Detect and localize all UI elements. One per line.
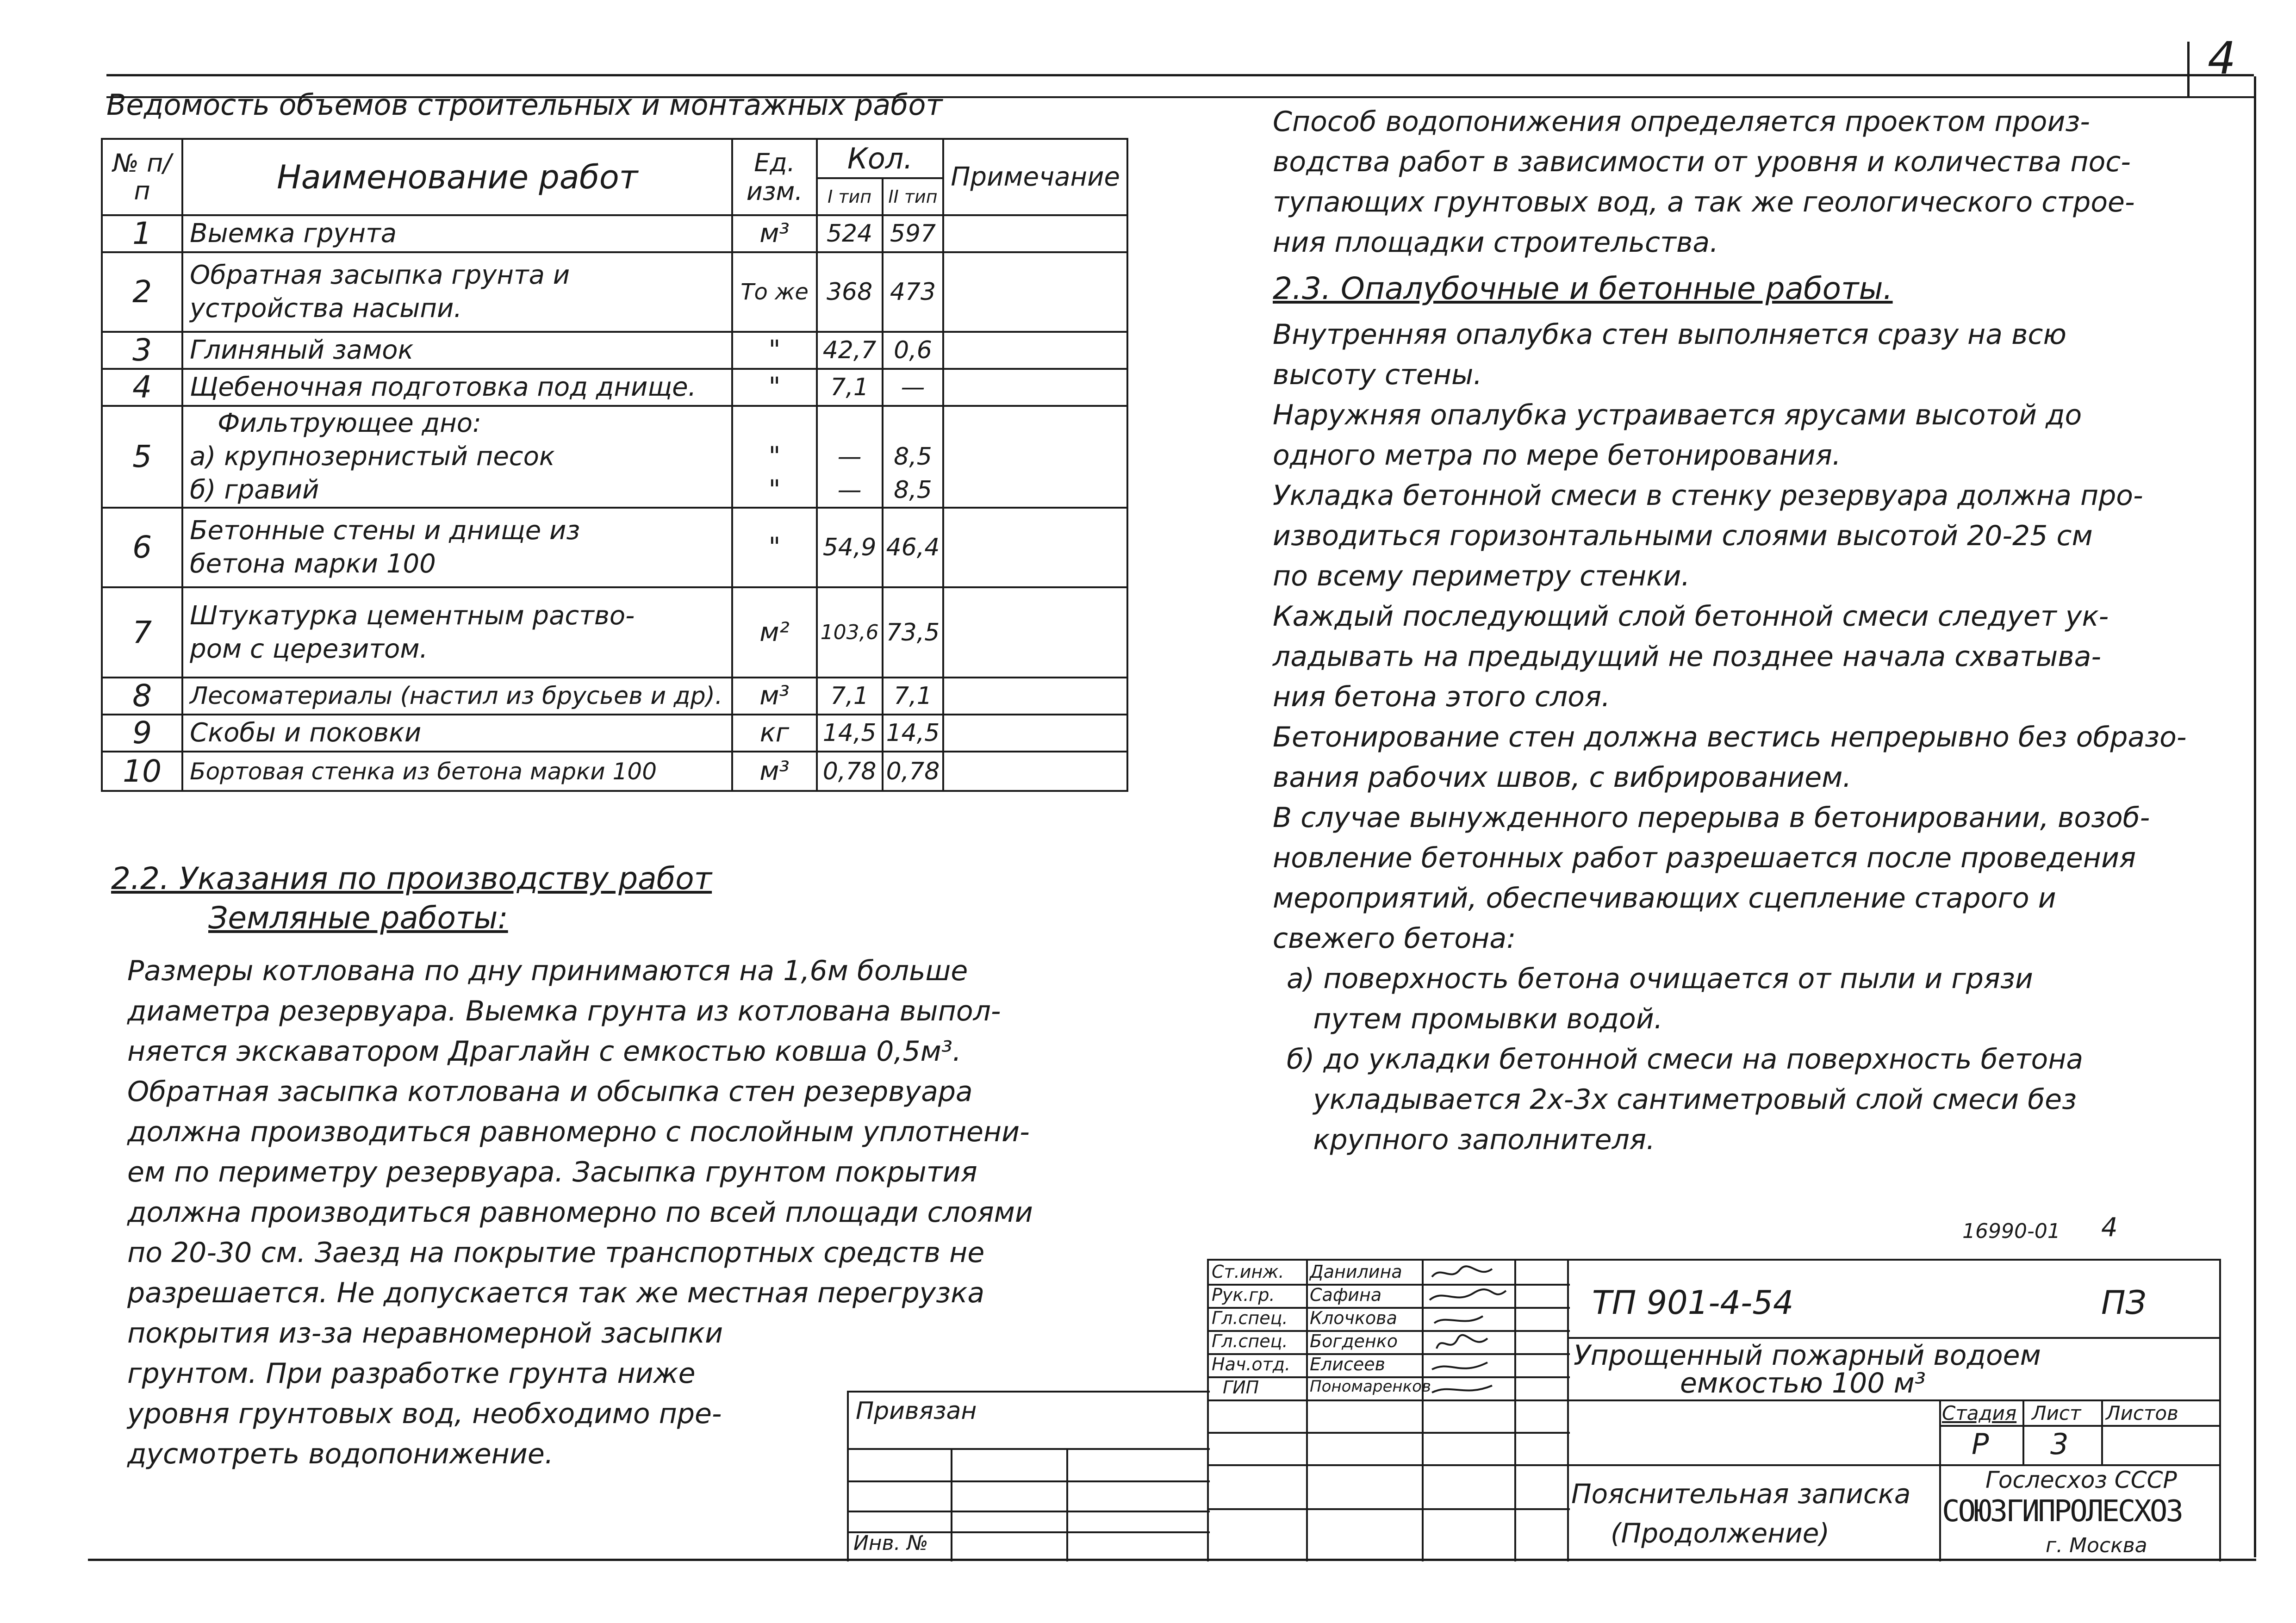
section22-heading: 2.2. Указания по производству работ (111, 861, 712, 896)
row-name-line: Фильтрующее дно: (218, 408, 481, 438)
sheet-value: 3 (2050, 1427, 2069, 1461)
row-name-line: а) крупнозернистый песок (190, 442, 555, 472)
table-row (102, 587, 1127, 678)
row-name: Глиняный замок (182, 332, 732, 369)
org-line-2: СОЮЗГИПРОЛЕСХОЗ (1942, 1494, 2182, 1529)
row-num: 1 (102, 215, 182, 252)
section23-heading: 2.3. Опалубочные и бетонные работы. (1273, 271, 1893, 306)
row-name: Лесоматериалы (настил из брусьев и др). (182, 678, 732, 715)
row-qty1: 103,6 (817, 587, 883, 678)
text-line: тупающих грунтовых вод, а так же геологического строе- (1273, 186, 2135, 218)
row-name (182, 508, 732, 587)
text-line: Способ водопонижения определяется проектом произ- (1273, 106, 2090, 138)
text-line: диаметра резервуара. Выемка грунта из котлована выпол- (127, 995, 1001, 1027)
header-name: Наименование работ (182, 139, 732, 215)
row-qty1: 14,5 (817, 715, 883, 752)
doc-code: ТП 901-4-54 (1592, 1284, 1794, 1322)
role-label: Гл.спец. (1212, 1308, 1288, 1328)
text-line: путем промывки водой. (1287, 1003, 1663, 1035)
text-line: мероприятий, обеспечивающих сцепление старого и (1273, 882, 2056, 914)
text-line: Каждый последующий слой бетонной смеси следует ук- (1273, 600, 2109, 633)
text-line: Наружняя опалубка устраивается ярусами высотой до (1273, 399, 2082, 431)
header-qty-type1: I тип (817, 178, 883, 215)
binding-label: Привязан (856, 1397, 977, 1425)
text-line: изводиться горизонтальными слоями высотой 20-25 см (1273, 520, 2093, 552)
row-qty2: 46,4 (883, 508, 944, 587)
text-line: Размеры котлована по дну принимаются на 1,6м больше (127, 955, 968, 987)
row-name-line: Бетонные стены и днище из (190, 516, 580, 546)
row-name-line: б) гравий (190, 475, 319, 505)
inv-label: Инв. № (853, 1531, 928, 1555)
text-line: должна производиться равномерно по всей площади слоями (127, 1196, 1033, 1229)
row-num: 2 (102, 252, 182, 332)
text-line: уровня грунтовых вод, необходимо пре- (127, 1398, 722, 1430)
row-name: Скобы и поковки (182, 715, 732, 752)
row-qty1-b: — (837, 476, 862, 504)
row-note (943, 215, 1127, 252)
text-line: а) поверхность бетона очищается от пыли и грязи (1287, 963, 2033, 995)
page-number: 4 (2208, 32, 2236, 84)
table-title: Ведомость объемов строительных и монтажных работ (106, 88, 943, 122)
table-row (102, 252, 1127, 332)
text-line: ем по периметру резервуара. Засыпка грунтом покрытия (127, 1156, 977, 1188)
row-qty1: 0,78 (817, 752, 883, 791)
row-num: 4 (102, 369, 182, 406)
table-row (102, 215, 1127, 252)
row-qty2-b: 8,5 (894, 476, 932, 504)
frame-right-line (2254, 76, 2256, 1557)
row-note (943, 752, 1127, 791)
role-name: Данилина (1310, 1262, 1402, 1282)
row-num: 3 (102, 332, 182, 369)
row-name: Щебеночная подготовка под днище. (182, 369, 732, 406)
section23-text (1273, 315, 2186, 1160)
row-name: Выемка грунта (182, 215, 732, 252)
row-qty1-a: — (837, 443, 862, 471)
row-name (182, 406, 732, 508)
signature-mark (1432, 1362, 1487, 1369)
text-line: ладывать на предыдущий не позднее начала схватыва- (1273, 640, 2102, 673)
row-unit: м³ (732, 752, 816, 791)
text-line: вания рабочих швов, с вибрированием. (1273, 761, 1852, 794)
text-line: б) до укладки бетонной смеси на поверхность бетона (1287, 1043, 2084, 1076)
row-name-line: Штукатурка цементным раство- (190, 600, 635, 631)
row-qty2: 0,6 (883, 332, 944, 369)
row-num: 9 (102, 715, 182, 752)
row-qty2: 597 (883, 215, 944, 252)
binding-block (847, 1391, 1210, 1561)
row-unit (732, 406, 816, 508)
row-qty2: — (883, 369, 944, 406)
row-qty1: 524 (817, 215, 883, 252)
frame-top-line (106, 74, 2254, 76)
header-qty-type2: II тип (883, 178, 944, 215)
text-line: Внутренняя опалубка стен выполняется сразу на всю (1273, 318, 2066, 351)
row-note (943, 508, 1127, 587)
role-name: Пономаренков (1310, 1377, 1431, 1396)
text-line: водства работ в зависимости от уровня и количества пос- (1273, 146, 2131, 178)
role-label: Гл.спец. (1212, 1331, 1288, 1351)
row-qty2: 0,78 (883, 752, 944, 791)
role-name: Клочкова (1310, 1308, 1397, 1328)
page-num-divider (2187, 42, 2190, 97)
sheets-label: Листов (2106, 1402, 2178, 1424)
signatures (1423, 1261, 1515, 1399)
org-line-1: Гослесхоз СССР (1985, 1467, 2177, 1493)
row-name-line: бетона марки 100 (190, 549, 436, 579)
text-line: новление бетонных работ разрешается после проведения (1273, 842, 2136, 874)
row-note (943, 252, 1127, 332)
row-note (943, 715, 1127, 752)
stamp-ref: 16990-01 (1962, 1219, 2060, 1243)
sheet-code: ПЗ (2101, 1284, 2147, 1322)
text-line: должна производиться равномерно с послойным уплотнени- (127, 1116, 1030, 1148)
object-title-1: Упрощенный пожарный водоем (1574, 1339, 2041, 1372)
doc-title-1: Пояснительная записка (1571, 1478, 1911, 1510)
row-name-line: устройства насыпи. (190, 293, 462, 323)
table-row (102, 332, 1127, 369)
org-line-3: г. Москва (2046, 1534, 2147, 1557)
row-name (182, 587, 732, 678)
roles-block (1207, 1259, 1570, 1561)
row-unit: То же (732, 252, 816, 332)
row-num: 8 (102, 678, 182, 715)
text-line: по всему периметру стенки. (1273, 560, 1690, 592)
row-name: Бортовая стенка из бетона марки 100 (182, 752, 732, 791)
header-num: № п/п (102, 139, 182, 215)
text-line: свежего бетона: (1273, 922, 1516, 955)
text-line: В случае вынужденного перерыва в бетонировании, возоб- (1273, 802, 2150, 834)
row-unit: " (732, 508, 816, 587)
row-unit: м³ (732, 215, 816, 252)
row-qty1: 54,9 (817, 508, 883, 587)
header-unit: Ед. изм. (732, 139, 816, 215)
row-note (943, 369, 1127, 406)
row-note (943, 332, 1127, 369)
sheet-label: Лист (2032, 1402, 2081, 1424)
row-qty2: 7,1 (883, 678, 944, 715)
row-qty1 (817, 406, 883, 508)
row-qty2: 473 (883, 252, 944, 332)
table-row (102, 678, 1127, 715)
text-line: ния бетона этого слоя. (1273, 681, 1611, 713)
row-qty1: 7,1 (817, 678, 883, 715)
text-line: разрешается. Не допускается так же местная перегрузка (127, 1277, 985, 1309)
table-row (102, 406, 1127, 508)
main-title-block (1567, 1259, 2221, 1561)
row-unit: м² (732, 587, 816, 678)
role-label: Ст.инж. (1212, 1262, 1284, 1282)
doc-title-2: (Продолжение) (1611, 1517, 1830, 1549)
signature-mark (1432, 1386, 1492, 1393)
row-note (943, 587, 1127, 678)
text-line: няется экскаватором Драглайн с емкостью ковша 0,5м³. (127, 1035, 962, 1068)
row-unit-b: " (768, 475, 781, 505)
row-qty1: 368 (817, 252, 883, 332)
volumes-table (101, 138, 1128, 792)
row-num: 6 (102, 508, 182, 587)
section22-subheading: Земляные работы: (208, 900, 508, 936)
row-unit: " (732, 332, 816, 369)
row-unit: " (732, 369, 816, 406)
text-line: крупного заполнителя. (1287, 1124, 1655, 1156)
right-top-text (1273, 102, 2135, 263)
text-line: высоту стены. (1273, 359, 1482, 391)
row-name-line: Обратная засыпка грунта и (190, 260, 570, 290)
row-note (943, 406, 1127, 508)
row-name-line: ром с церезитом. (190, 634, 428, 664)
row-qty2 (883, 406, 944, 508)
signature-mark (1434, 1316, 1483, 1323)
header-note: Примечание (943, 139, 1127, 215)
text-line: Укладка бетонной смеси в стенку резервуара должна про- (1273, 479, 2143, 512)
signature-mark (1437, 1335, 1487, 1349)
table-row (102, 752, 1127, 791)
row-unit: м³ (732, 678, 816, 715)
row-qty2: 14,5 (883, 715, 944, 752)
row-num: 10 (102, 752, 182, 791)
text-line: ния площадки строительства. (1273, 226, 1719, 259)
text-line: укладывается 2х-3х сантиметровый слой смеси без (1287, 1083, 2077, 1116)
stage-label: Стадия (1942, 1402, 2017, 1424)
row-note (943, 678, 1127, 715)
text-line: по 20-30 см. Заезд на покрытие транспортных средств не (127, 1237, 985, 1269)
row-unit: кг (732, 715, 816, 752)
object-title-2: емкостью 100 м³ (1680, 1367, 1926, 1399)
text-line: дусмотреть водопонижение. (127, 1438, 554, 1470)
signature-mark (1432, 1266, 1492, 1277)
text-line: одного метра по мере бетонирования. (1273, 439, 1841, 472)
stage-value: Р (1972, 1427, 1989, 1461)
row-qty2-a: 8,5 (894, 443, 932, 471)
text-line: Обратная засыпка котлована и обсыпка стен резервуара (127, 1076, 973, 1108)
table-row (102, 715, 1127, 752)
role-name: Богденко (1310, 1331, 1398, 1351)
row-qty2: 73,5 (883, 587, 944, 678)
role-name: Елисеев (1310, 1354, 1386, 1374)
role-label: ГИП (1223, 1377, 1259, 1398)
row-qty1: 7,1 (817, 369, 883, 406)
role-label: Рук.гр. (1212, 1285, 1275, 1305)
header-qty: Кол. (817, 139, 944, 178)
role-name: Сафина (1310, 1285, 1382, 1305)
role-label: Нач.отд. (1212, 1354, 1291, 1374)
row-name (182, 252, 732, 332)
table-row (102, 508, 1127, 587)
stamp-ref-num: 4 (2101, 1213, 2118, 1243)
text-line: грунтом. При разработке грунта ниже (127, 1357, 696, 1390)
row-qty1: 42,7 (817, 332, 883, 369)
text-line: Бетонирование стен должна вестись непрерывно без образо- (1273, 721, 2187, 753)
row-num: 7 (102, 587, 182, 678)
row-unit-a: " (768, 442, 781, 472)
signature-mark (1430, 1289, 1506, 1300)
table-row (102, 369, 1127, 406)
row-num: 5 (102, 406, 182, 508)
text-line: покрытия из-за неравномерной засыпки (127, 1317, 723, 1349)
